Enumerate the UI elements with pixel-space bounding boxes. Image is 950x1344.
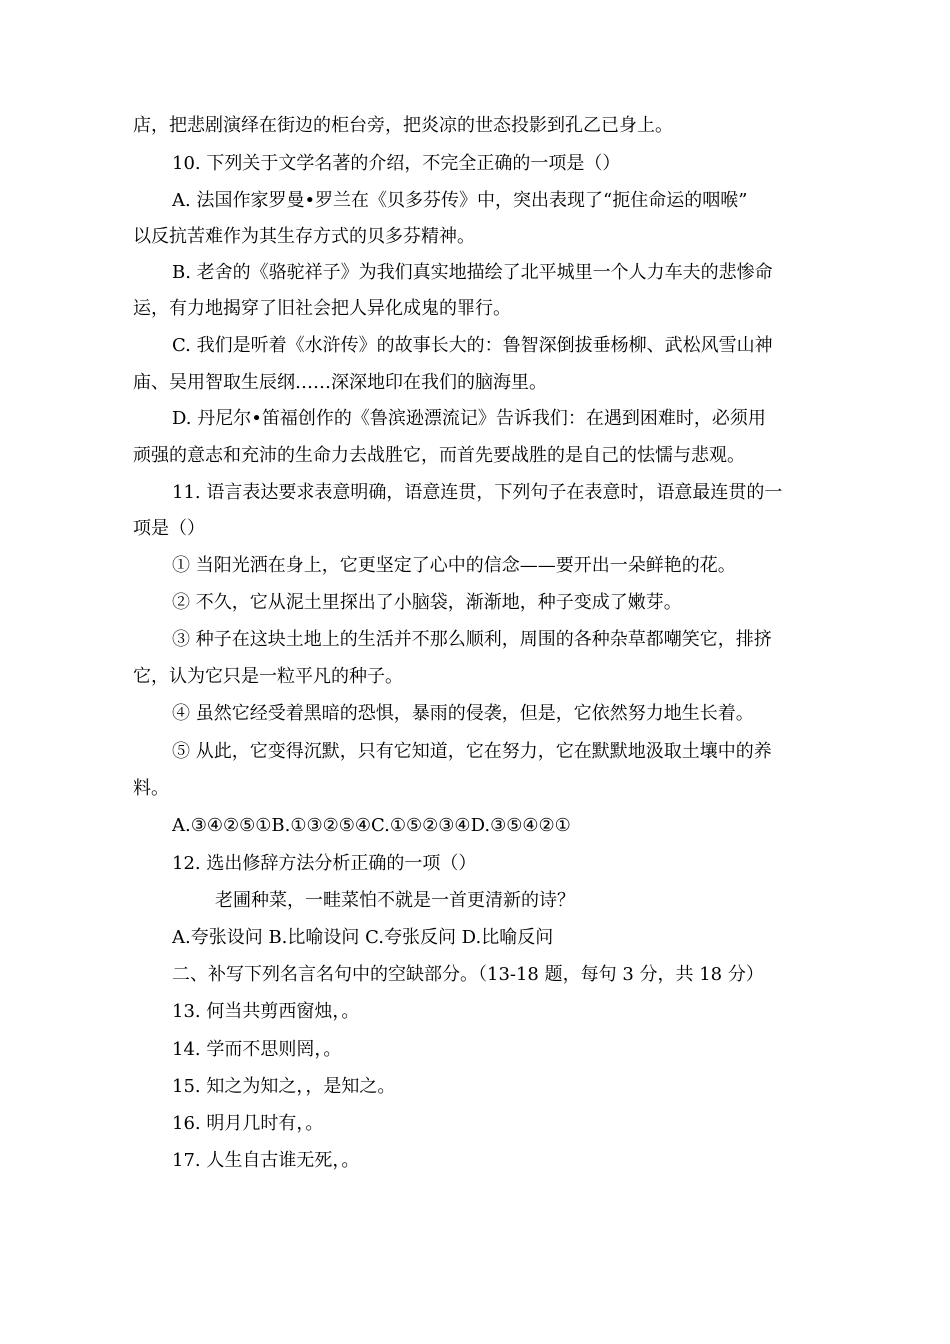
sentence-5: ⑤ 从此，它变得沉默，只有它知道，它在努力，它在默默地汲取土壤中的养 (172, 741, 772, 762)
question-10: 10. 下列关于文学名著的介绍，不完全正确的一项是（） (172, 153, 621, 174)
question-17: 17. 人生自古谁无死，。 (172, 1150, 360, 1171)
question-15: 15. 知之为知之，，是知之。 (172, 1076, 396, 1097)
sentence-2: ② 不久，它从泥土里探出了小脑袋，渐渐地，种子变成了嫩芽。 (172, 592, 682, 613)
options-11: A.③④②⑤①B.①③②⑤④C.①⑤②③④D.③⑤④②① (172, 815, 571, 836)
option-10c: C. 我们是听着《水浒传》的故事长大的：鲁智深倒拔垂杨柳、武松风雪山神 (172, 335, 773, 356)
text-line: 它，认为它只是一粒平凡的种子。 (133, 666, 403, 687)
options-12: A.夸张设问 B.比喻设问 C.夸张反问 D.比喻反问 (172, 927, 554, 948)
question-11: 11. 语言表达要求表意明确，语意连贯，下列句子在表意时，语意最连贯的一 (172, 482, 783, 503)
sentence-3: ③ 种子在这块土地上的生活并不那么顺利，周围的各种杂草都嘲笑它，排挤 (172, 629, 772, 650)
sentence-4: ④ 虽然它经受着黑暗的恐惧，暴雨的侵袭，但是，它依然努力地生长着。 (172, 703, 754, 724)
text-line: 运，有力地揭穿了旧社会把人异化成鬼的罪行。 (133, 298, 511, 319)
question-13: 13. 何当共剪西窗烛，。 (172, 1001, 360, 1022)
text-line: 庙、吴用智取生辰纲……深深地印在我们的脑海里。 (133, 372, 547, 393)
option-10b: B. 老舍的《骆驼祥子》为我们真实地描绘了北平城里一个人力车夫的悲惨命 (172, 262, 773, 283)
text-line: 料。 (133, 778, 169, 799)
sentence-1: ① 当阳光洒在身上，它更坚定了心中的信念——要开出一朵鲜艳的花。 (172, 555, 736, 576)
option-10d: D. 丹尼尔•笛福创作的《鲁滨逊漂流记》告诉我们：在遇到困难时，必须用 (172, 408, 766, 429)
text-line: 项是（） (133, 518, 205, 539)
question-14: 14. 学而不思则罔，。 (172, 1039, 342, 1060)
option-10a: A. 法国作家罗曼•罗兰在《贝多芬传》中，突出表现了“扼住命运的咽喉” (172, 190, 748, 211)
section-two-heading: 二、补写下列名言名句中的空缺部分。（13-18 题，每句 3 分，共 18 分） (172, 964, 764, 985)
question-12: 12. 选出修辞方法分析正确的一项（） (172, 853, 477, 874)
text-line: 店，把悲剧演绎在街边的柜台旁，把炎凉的世态投影到孔乙已身上。 (133, 115, 673, 136)
text-line: 顽强的意志和充沛的生命力去战胜它，而首先要战胜的是自己的怯懦与悲观。 (133, 445, 745, 466)
quoted-sentence: 老圃种菜，一畦菜怕不就是一首更清新的诗？ (215, 890, 575, 911)
text-line: 以反抗苦难作为其生存方式的贝多芬精神。 (133, 226, 475, 247)
question-16: 16. 明月几时有，。 (172, 1113, 324, 1134)
